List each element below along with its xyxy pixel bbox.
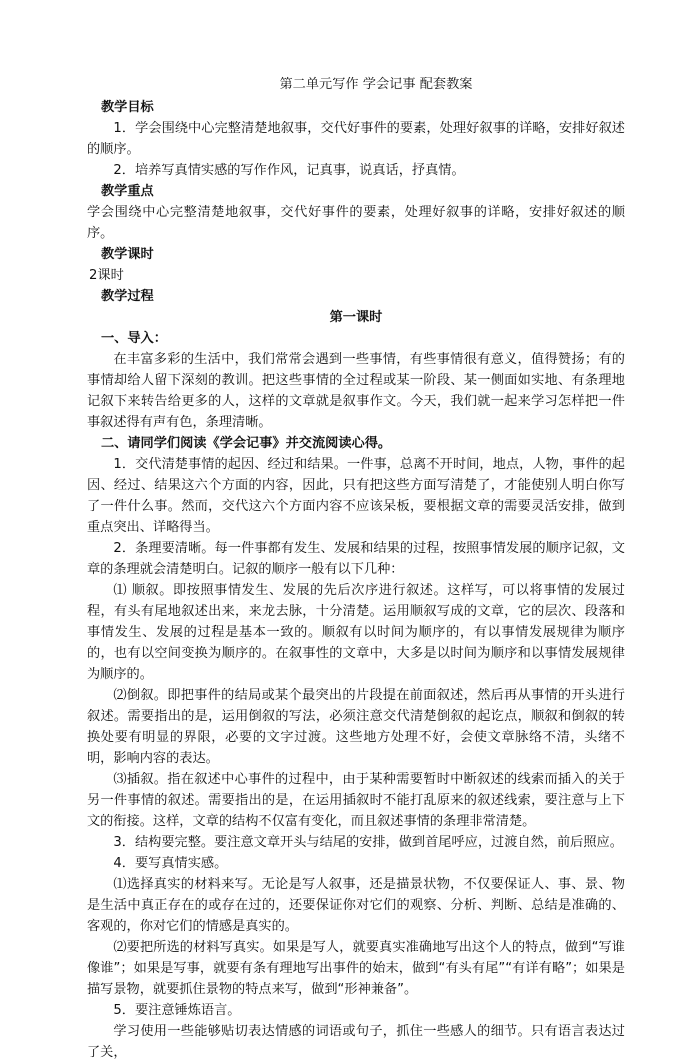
reading-heading: 二、请同学们阅读《学会记事》并交流阅读心得。 bbox=[101, 436, 392, 451]
point-paragraph: 2．条理要清晰。每一件事都有发生、发展和结果的过程，按照事情发展的顺序记叙，文章的条理就会清楚明白。记叙的顺序一般有以下几种： bbox=[87, 541, 625, 577]
hours-heading: 教学课时 bbox=[101, 247, 154, 262]
process-heading: 教学过程 bbox=[101, 289, 154, 304]
goals-heading: 教学目标 bbox=[101, 100, 154, 115]
point-paragraph: 4．要写真情实感。 bbox=[113, 856, 228, 871]
point-paragraph: 3．结构要完整。要注意文章开头与结尾的安排，做到首尾呼应，过渡自然，前后照应。 bbox=[113, 835, 623, 850]
point-paragraph: ⑵倒叙。即把事件的结局或某个最突出的片段提在前面叙述，然后再从事情的开头进行叙述。需要指出的是，运用倒叙的写法，必须注意交代清楚倒叙的起讫点，顺叙和倒叙的转换处要有明显的界限，必要的文字过渡。这些地方处理不好，会使文章脉络不清，头绪不明，影响内容的表达。 bbox=[87, 688, 625, 766]
point-paragraph: ⑴ 顺叙。即按照事情发生、发展的先后次序进行叙述。这样写，可以将事情的发展过程，有头有尾地叙述出来，来龙去脉，十分清楚。运用顺叙写成的文章，它的层次、段落和事情发生、发展的过程是基本一致的。顺叙有以时间为顺序的，有以事情发展规律为顺序的，也有以空间变换为顺序的。在叙事性的文章中，大多是以时间为顺序和以事情发展规律为顺序的。 bbox=[87, 583, 625, 682]
hours-text: 2课时 bbox=[89, 268, 124, 283]
goal-item: 1．学会围绕中心完整清楚地叙事，交代好事件的要素，处理好叙事的详略，安排好叙述的顺序。 bbox=[87, 121, 625, 157]
point-paragraph: 5．要注意锤炼语言。 bbox=[113, 1003, 241, 1018]
intro-heading: 一、导入： bbox=[101, 331, 167, 346]
point-paragraph: 学习使用一些能够贴切表达情感的词语或句子，抓住一些感人的细节。只有语言表达过了关， bbox=[87, 1024, 625, 1060]
point-paragraph: 1．交代清楚事情的起因、经过和结果。一件事，总离不开时间，地点，人物，事件的起因、经过、结果这六个方面的内容，因此，只有把这些方面写清楚了，才能使别人明白你写了一件什么事。然而，交代这六个方面内容不应该呆板，要根据文章的需要灵活安排，做到重点突出、详略得当。 bbox=[87, 457, 625, 535]
intro-text: 在丰富多彩的生活中，我们常常会遇到一些事情，有些事情很有意义，值得赞扬；有的事情却给人留下深刻的教训。把这些事情的全过程或某一阶段、某一侧面如实地、有条理地记叙下来转告给更多的人，这样的文章就是叙事作文。今天，我们就一起来学习怎样把一件事叙述得有声有色，条理清晰。 bbox=[87, 352, 625, 430]
document-title: 第二单元写作 学会记事 配套教案 bbox=[279, 77, 473, 92]
point-paragraph: ⑵要把所选的材料写真实。如果是写人，就要真实准确地写出这个人的特点，做到“写谁像谁”；如果是写事，就要有条有理地写出事件的始末，做到“有头有尾”“有详有略”；如果是描写景物，就要抓住景物的特点来写，做到“形神兼备”。 bbox=[87, 940, 625, 997]
goal-item: 2．培养写真情实感的写作作风，记真事，说真话，抒真情。 bbox=[113, 163, 465, 178]
focus-heading: 教学重点 bbox=[101, 184, 154, 199]
focus-text: 学会围绕中心完整清楚地叙事，交代好事件的要素，处理好叙事的详略，安排好叙述的顺序。 bbox=[87, 205, 625, 241]
document-content bbox=[87, 73, 625, 1063]
lesson-title: 第一课时 bbox=[329, 310, 383, 325]
point-paragraph: ⑴选择真实的材料来写。无论是写人叙事，还是描景状物，不仅要保证人、事、景、物是生活中真正存在的或存在过的，还要保证你对它们的观察、分析、判断、总结是准确的、客观的，你对它们的情感是真实的。 bbox=[87, 877, 625, 934]
point-paragraph: ⑶插叙。指在叙述中心事件的过程中，由于某种需要暂时中断叙述的线索而插入的关于另一件事情的叙述。需要指出的是，在运用插叙时不能打乱原来的叙述线索，要注意与上下文的衔接。这样，文章的结构不仅富有变化，而且叙述事情的条理非常清楚。 bbox=[87, 772, 625, 829]
